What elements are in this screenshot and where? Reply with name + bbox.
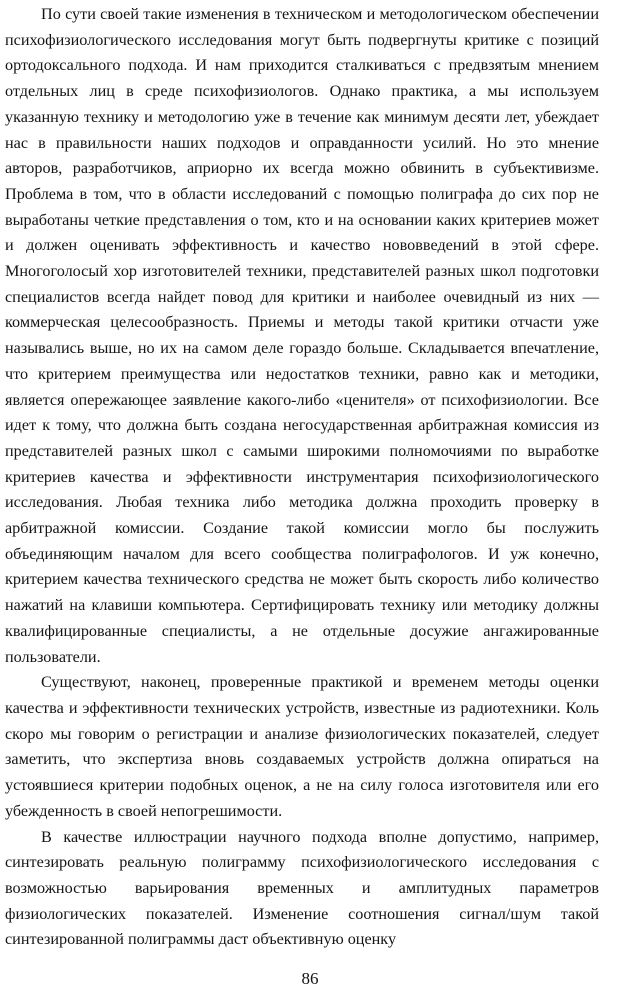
paragraph-3: В качестве иллюстрации научного подхода вполне допустимо, например, синтезировать реальную полиграмму психофизиологического исследования с возможностью варьирования временных и амплитудных параметров физиологических показателей. Изменение соотношения сигнал/шум такой синтезированной полиграммы даст объективную оценку [5, 827, 599, 949]
paragraph-2: Существуют, наконец, проверенные практикой и временем методы оценки качества и эффективности технических устройств, известные из радиотехники. Коль скоро мы говорим о регистрации и анализе физиологических показателей, следует заметить, что экспертиза вновь создаваемых устройств должна опираться на устоявшиеся критерии подобных оценок, а не на силу голоса изготовителя или его убежденность в своей непогрешимости. [5, 673, 599, 820]
body-text [5, 2, 599, 953]
paragraph-1: По сути своей такие изменения в техническом и методологическом обеспечении психофизиологического исследования могут быть подвергнуты критике с позиций ортодоксального подхода. И нам приходится сталкиваться с предвзятым мнением отдельных лиц в среде психофизиологов. Однако практика, а мы используем указанную технику и методологию уже в течение как минимум десяти лет, убеждает нас в правильности наших подходов и оправданности усилий. Но это мнение авторов, разработчиков, априорно их всегда можно обвинить в субъективизме. Проблема в том, что в области исследований с помощью полиграфа до сих пор не выработаны четкие представления о том, кто и на основании каких критериев может и должен оценивать эффективность и качество нововведений в этой сфере. Многоголосый хор изготовителей техники, представителей разных школ подготовки специалистов всегда найдет повод для критики и наиболее очевидный из них — коммерческая целесообразность. Приемы и методы такой критики отчасти уже назывались выше, но их на самом деле гораздо больше. Складывается впечатление, что критерием преимущества или недостатков техники, равно как и методики, является опережающее заявление какого-либо «ценителя» от психофизиологии. Все идет к тому, что должна быть создана негосударственная арбитражная комиссия из представителей разных школ с самыми широкими полномочиями по выработке критериев качества и эффективности инструментария психофизиологического исследования. Любая техника либо методика должна проходить проверку в арбитражной комиссии. Создание такой комиссии могло бы послужить объединяющим началом для всего сообщества полиграфологов. И уж конечно, критерием качества технического средства не может быть скорость либо количество нажатий на клавиши компьютера. Сертифицировать технику или методику должны квалифицированные специалисты, а не отдельные досужие ангажированные пользователи. [5, 5, 599, 666]
page-number: 86 [301, 969, 319, 988]
